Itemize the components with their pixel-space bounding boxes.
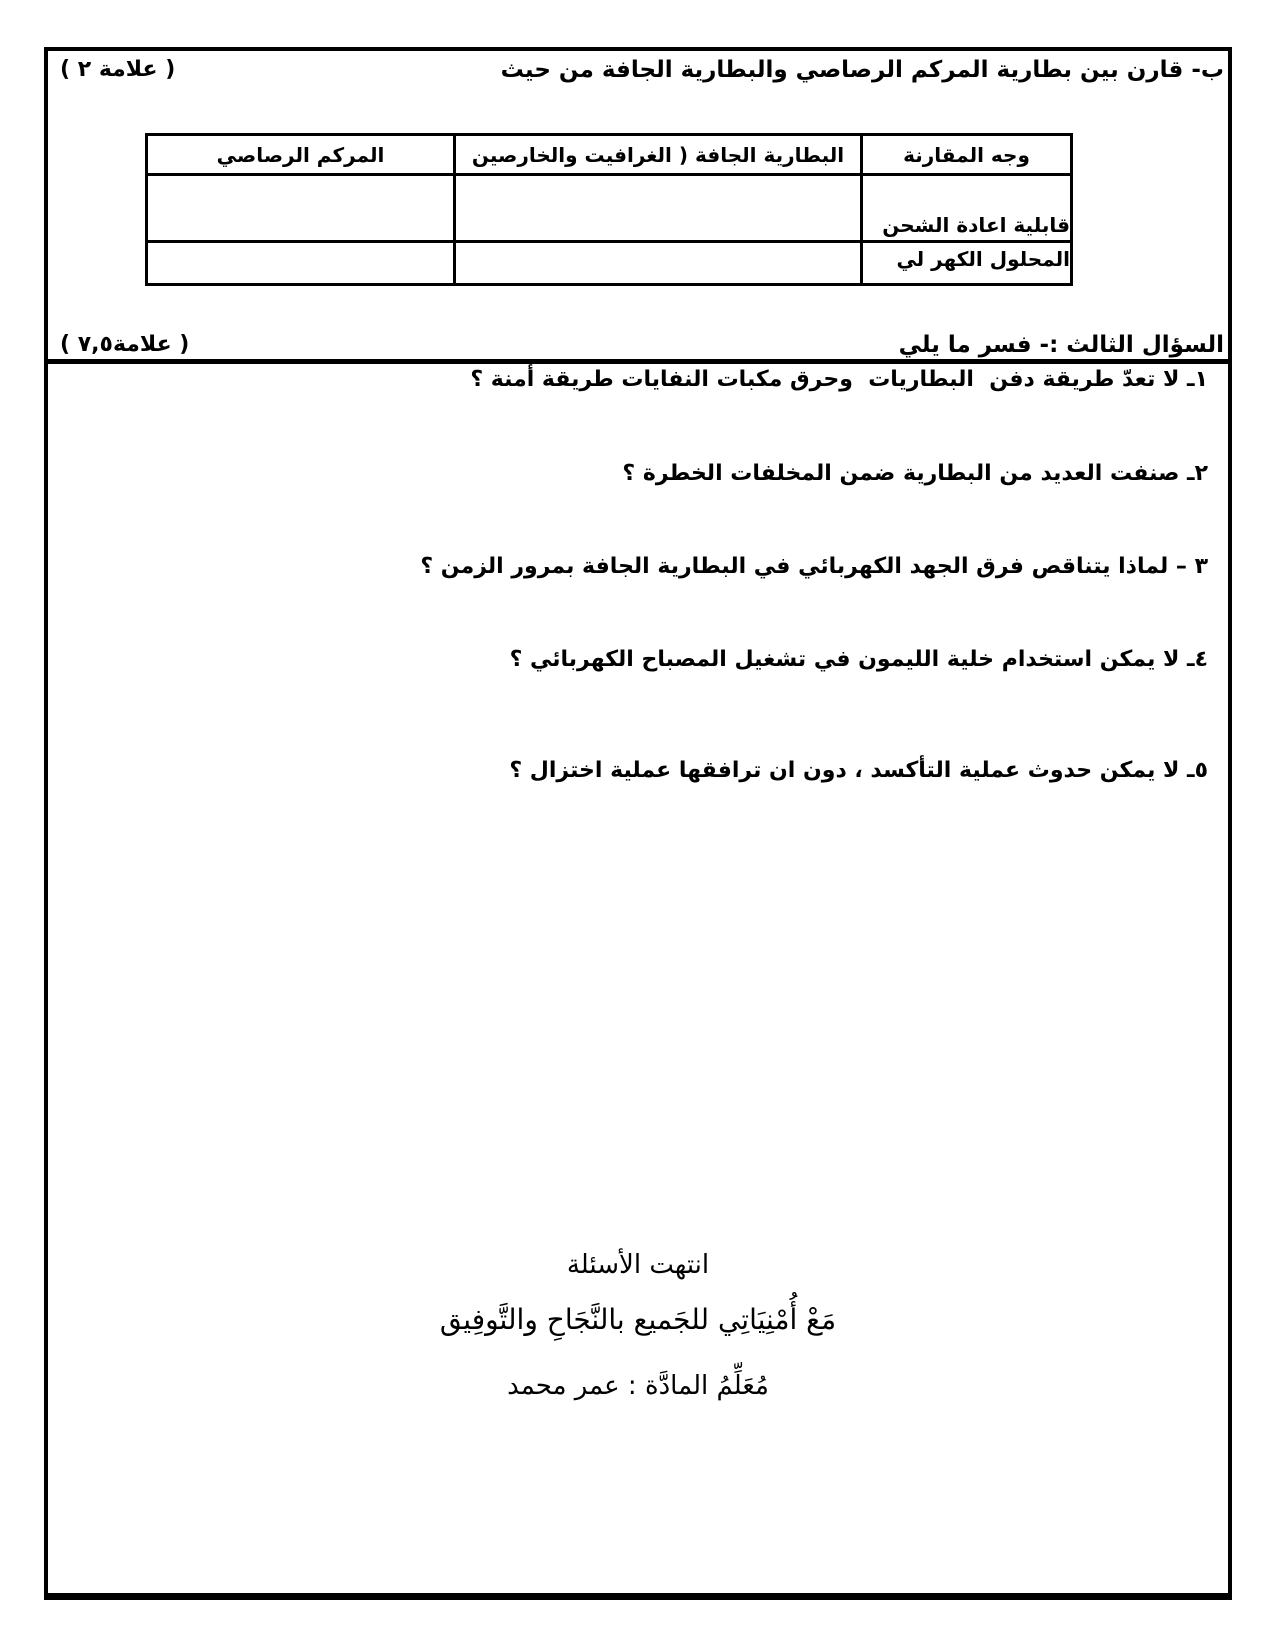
question3-title: السؤال الثالث :- فسر ما يلي xyxy=(898,332,1224,358)
question-item-4: ٤ـ لا يمكن استخدام خلية الليمون في تشغيل المصباح الكهربائي ؟ xyxy=(509,647,1208,672)
row-label-electrolyte: المحلول الكهر لي xyxy=(862,242,1072,285)
page-frame xyxy=(44,47,1232,1600)
question-item-1: ١ـ لا تعدّ طريقة دفن البطاريات وحرق مكبات النفايات طريقة أمنة ؟ xyxy=(470,367,1208,392)
comparison-table xyxy=(145,133,1073,286)
question-item-2: ٢ـ صنفت العديد من البطارية ضمن المخلفات الخطرة ؟ xyxy=(622,461,1208,486)
header-dry-battery: البطارية الجافة ( الغرافيت والخارصين xyxy=(455,135,862,175)
section-b-title: ب- قارن بين بطارية المركم الرصاصي والبطارية الجافة من حيث xyxy=(500,57,1224,83)
header-comparison-aspect: وجه المقارنة xyxy=(862,135,1072,175)
footer-wishes: مَعْ أُمْنِيَاتِي للجَميع بالنَّجَاحِ والتَّوفِيق xyxy=(439,1303,837,1336)
answer-cell xyxy=(455,242,862,285)
table-row-electrolyte xyxy=(147,242,1072,285)
section-divider xyxy=(48,359,1228,364)
comparison-table-header-row xyxy=(147,135,1072,175)
table-row-rechargeability xyxy=(147,175,1072,242)
header-lead-accumulator: المركم الرصاصي xyxy=(147,135,455,175)
answer-cell xyxy=(147,175,455,242)
question3-marks: ( ٧,٥‎علامة ) xyxy=(60,332,190,357)
answer-cell xyxy=(455,175,862,242)
row-label-rechargeability: قابلية اعادة الشحن xyxy=(862,175,1072,242)
question3-header xyxy=(60,332,1224,358)
answer-cell xyxy=(147,242,455,285)
section-b-header xyxy=(60,57,1224,83)
question-item-3: ٣ – لماذا يتناقص فرق الجهد الكهربائي في البطارية الجافة بمرور الزمن ؟ xyxy=(420,554,1208,579)
footer-teacher: مُعَلِّمُ المادَّة : عمر محمد xyxy=(507,1371,769,1401)
question-item-5: ٥ـ لا يمكن حدوث عملية التأكسد ، دون ان ترافقها عملية اختزال ؟ xyxy=(509,758,1208,783)
section-b-marks: ( ٢‎ علامة ) xyxy=(60,57,176,82)
footer-end-note: انتهت الأسئلة xyxy=(566,1250,710,1280)
